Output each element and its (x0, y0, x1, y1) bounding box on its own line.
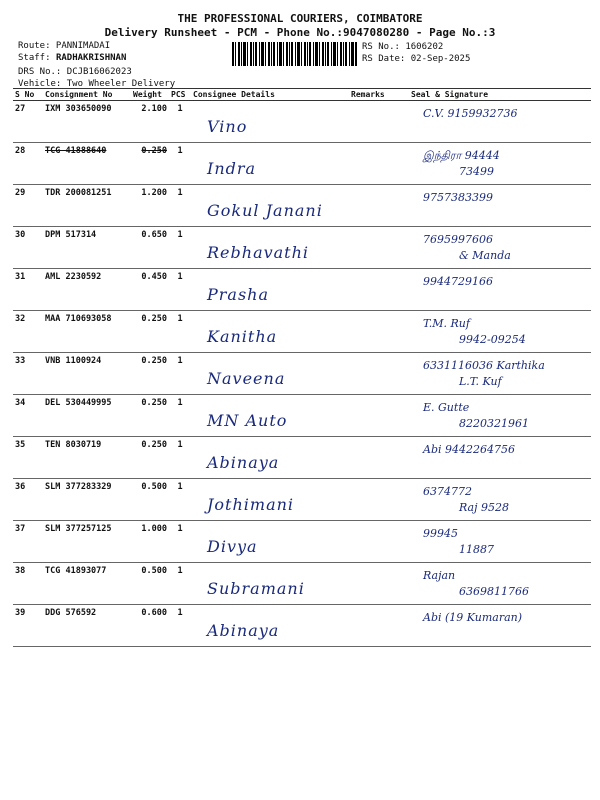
consignee-cell (191, 563, 349, 605)
consignee-cell (191, 311, 349, 353)
consignee-name: Abinaya (207, 453, 280, 472)
signature-text-2: 8220321961 (459, 417, 529, 430)
col-remarks: Remarks (349, 89, 409, 101)
consignment-cell: TDR 200081251 (43, 185, 131, 227)
sno-cell: 38 (13, 563, 43, 605)
remarks-cell (349, 395, 409, 437)
signature-cell (409, 605, 591, 647)
sno-cell: 37 (13, 521, 43, 563)
signature-text: Rajan (423, 569, 456, 582)
table-row (13, 353, 591, 395)
table-row (13, 437, 591, 479)
consignee-cell (191, 185, 349, 227)
remarks-cell (349, 185, 409, 227)
remarks-cell (349, 479, 409, 521)
weight-cell: 0.450 (131, 269, 169, 311)
drs (18, 66, 175, 78)
signature-text: 9757383399 (423, 191, 493, 204)
weight-cell: 1.000 (131, 521, 169, 563)
table-row (13, 311, 591, 353)
signature-cell (409, 479, 591, 521)
table-row (13, 143, 591, 185)
signature-text: Abi 9442264756 (423, 443, 515, 456)
sno-cell: 29 (13, 185, 43, 227)
signature-text: 6331116036 Karthika (423, 359, 545, 372)
vehicle: Vehicle: Two Wheeler Delivery (18, 79, 176, 89)
consignee-name: Subramani (207, 579, 305, 598)
consignee-name: Jothimani (207, 495, 295, 514)
remarks-cell (349, 563, 409, 605)
table-row (13, 605, 591, 647)
table-row (13, 227, 591, 269)
sno-cell: 33 (13, 353, 43, 395)
signature-cell (409, 311, 591, 353)
remarks-cell (349, 101, 409, 143)
signature-cell (409, 101, 591, 143)
pcs-cell: 1 (169, 143, 191, 185)
remarks-cell (349, 143, 409, 185)
pcs-cell: 1 (169, 395, 191, 437)
company-name: THE PROFESSIONAL COURIERS, COIMBATORE (177, 12, 423, 25)
consignee-name: Gokul Janani (207, 201, 323, 220)
signature-cell (409, 521, 591, 563)
table-row (13, 479, 591, 521)
consignment-cell: MAA 710693058 (43, 311, 131, 353)
remarks-cell (349, 521, 409, 563)
route-info (18, 40, 175, 90)
consignee-name: Divya (207, 537, 258, 556)
sno-cell: 27 (13, 101, 43, 143)
remarks-cell (349, 227, 409, 269)
col-consignee: Consignee Details (191, 89, 349, 101)
sno-cell: 31 (13, 269, 43, 311)
remarks-cell (349, 437, 409, 479)
table-row (13, 185, 591, 227)
signature-text-2: & Manda (459, 249, 511, 262)
consignee-cell (191, 227, 349, 269)
staff-label: Staff: (18, 53, 51, 63)
pcs-cell: 1 (169, 437, 191, 479)
consignment-cell: DPM 517314 (43, 227, 131, 269)
consignment-cell: TEN 8030719 (43, 437, 131, 479)
table-row (13, 101, 591, 143)
table-row (13, 563, 591, 605)
consignee-name: Vino (207, 117, 248, 136)
signature-text-2: Raj 9528 (459, 501, 509, 514)
signature-text: 9944729166 (423, 275, 493, 288)
col-signature: Seal & Signature (409, 89, 591, 101)
consignee-name: MN Auto (207, 411, 288, 430)
weight-cell: 2.100 (131, 101, 169, 143)
pcs-cell: 1 (169, 227, 191, 269)
weight-cell: 0.250 (131, 437, 169, 479)
signature-cell (409, 395, 591, 437)
consignment-cell: DEL 530449995 (43, 395, 131, 437)
consignee-name: Rebhavathi (207, 243, 310, 262)
sno-cell: 28 (13, 143, 43, 185)
weight-cell: 0.250 (131, 395, 169, 437)
weight-cell: 0.600 (131, 605, 169, 647)
pcs-cell: 1 (169, 311, 191, 353)
consignment-cell: TCG 41893077 (43, 563, 131, 605)
remarks-cell (349, 311, 409, 353)
pcs-cell: 1 (169, 479, 191, 521)
signature-text: Abi (19 Kumaran) (423, 611, 523, 624)
weight-cell: 0.250 (131, 143, 169, 185)
staff (18, 52, 175, 64)
signature-cell (409, 563, 591, 605)
weight-cell: 0.650 (131, 227, 169, 269)
sno-cell: 34 (13, 395, 43, 437)
consignee-name: Prasha (207, 285, 270, 304)
table-row (13, 395, 591, 437)
sno-cell: 30 (13, 227, 43, 269)
consignee-cell (191, 521, 349, 563)
consignee-cell (191, 437, 349, 479)
signature-text-2: 6369811766 (459, 585, 529, 598)
sno-cell: 36 (13, 479, 43, 521)
pcs-cell: 1 (169, 101, 191, 143)
weight-cell: 0.500 (131, 479, 169, 521)
consignee-name: Kanitha (207, 327, 278, 346)
table-row (13, 269, 591, 311)
consignment-cell: VNB 1100924 (43, 353, 131, 395)
signature-text-2: 9942-09254 (459, 333, 526, 346)
signature-text: T.M. Ruf (423, 317, 470, 330)
weight-cell: 0.500 (131, 563, 169, 605)
consignment-cell: AML 2230592 (43, 269, 131, 311)
consignee-name: Naveena (207, 369, 286, 388)
consignment-cell: TCG 41888640 (43, 143, 131, 185)
rs-date: RS Date: 02-Sep-2025 (362, 54, 471, 64)
consignee-cell (191, 143, 349, 185)
consignee-cell (191, 101, 349, 143)
runsheet-title: Delivery Runsheet - PCM - Phone No.:9047080280 - Page No.:3 (104, 26, 496, 39)
sno-cell: 35 (13, 437, 43, 479)
signature-text: 99945 (423, 527, 458, 540)
consignee-cell (191, 605, 349, 647)
drs-label: DRS No.: (18, 67, 62, 77)
consignment-cell: IXM 303650090 (43, 101, 131, 143)
signature-cell (409, 185, 591, 227)
weight-cell: 1.200 (131, 185, 169, 227)
col-weight: Weight (131, 89, 169, 101)
signature-cell (409, 437, 591, 479)
table-header-row (13, 89, 591, 101)
runsheet-table (13, 88, 591, 647)
consignee-cell (191, 353, 349, 395)
signature-cell (409, 227, 591, 269)
consignee-cell (191, 395, 349, 437)
weight-cell: 0.250 (131, 311, 169, 353)
consignment-cell: DDG 576592 (43, 605, 131, 647)
signature-text: C.V. 9159932736 (423, 107, 518, 120)
pcs-cell: 1 (169, 521, 191, 563)
rs-info (362, 41, 470, 65)
signature-text: 6374772 (423, 485, 472, 498)
signature-cell (409, 269, 591, 311)
weight-cell: 0.250 (131, 353, 169, 395)
consignee-cell (191, 269, 349, 311)
col-pcs: PCS (169, 89, 191, 101)
col-consignment: Consignment No (43, 89, 131, 101)
signature-cell (409, 353, 591, 395)
signature-text-2: 73499 (459, 165, 494, 178)
consignee-name: Indra (207, 159, 257, 178)
sno-cell: 32 (13, 311, 43, 353)
pcs-cell: 1 (169, 563, 191, 605)
table-row (13, 521, 591, 563)
consignment-cell: SLM 377283329 (43, 479, 131, 521)
consignee-cell (191, 479, 349, 521)
signature-text: இந்திரா 94444 (423, 149, 500, 162)
rs-no: RS No.: 1606202 (362, 42, 444, 52)
staff-value: RADHAKRISHNAN (55, 53, 127, 63)
remarks-cell (349, 353, 409, 395)
remarks-cell (349, 605, 409, 647)
sno-cell: 39 (13, 605, 43, 647)
consignment-cell: SLM 377257125 (43, 521, 131, 563)
drs-value: DCJB16062023 (66, 67, 132, 77)
signature-text-2: 11887 (459, 543, 494, 556)
pcs-cell: 1 (169, 269, 191, 311)
remarks-cell (349, 269, 409, 311)
pcs-cell: 1 (169, 353, 191, 395)
col-sno: S No (13, 89, 43, 101)
pcs-cell: 1 (169, 185, 191, 227)
signature-text: 7695997606 (423, 233, 493, 246)
route: Route: PANNIMADAI (18, 41, 111, 51)
pcs-cell: 1 (169, 605, 191, 647)
signature-text: E. Gutte (423, 401, 470, 414)
signature-text-2: L.T. Kuf (459, 375, 502, 388)
consignee-name: Abinaya (207, 621, 280, 640)
signature-cell (409, 143, 591, 185)
barcode-image (232, 42, 358, 66)
